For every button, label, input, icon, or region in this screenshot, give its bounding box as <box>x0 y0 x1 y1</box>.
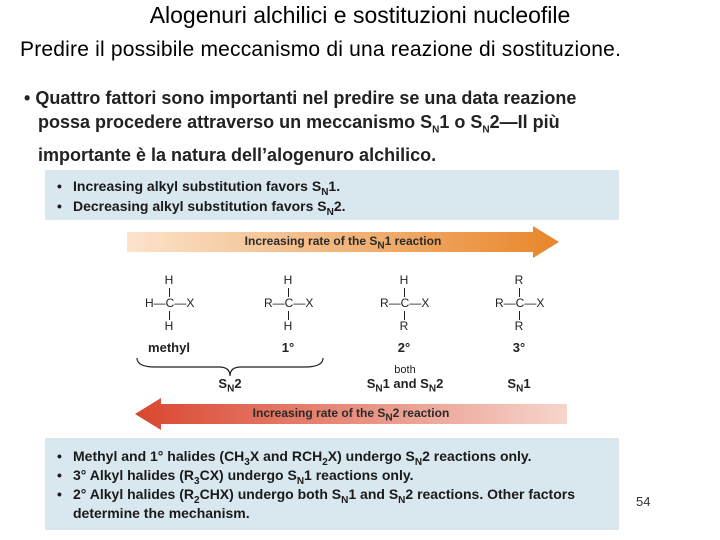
page-number: 54 <box>636 494 651 509</box>
tertiary-label: 3° <box>512 340 526 355</box>
primary-halide-structure: H R—C—X H <box>264 273 314 333</box>
sn2-mechanism-label: $S_N2$ <box>218 376 242 395</box>
bullet-line-3: importante è la natura dell’alogenuro alchilico. <box>38 144 437 165</box>
secondary-label: 2° <box>397 340 411 355</box>
both-word: both <box>394 364 416 376</box>
bullet-dot: • <box>57 198 62 214</box>
sn2-grouping-brace <box>135 356 325 378</box>
bullet-dot: • <box>57 178 62 194</box>
bottom-summary-box <box>45 438 619 530</box>
bullet-marker: • <box>24 88 31 108</box>
sn2-rate-label: Increasing rate of the $S_N2$ reaction <box>252 406 450 424</box>
secondary-halide-structure: H R—C—X R <box>380 273 430 333</box>
bullet-paragraph <box>24 86 684 167</box>
bullet-line-2: possa procedere attraverso un meccanismo $S_N1$ o $S_N2—Il$ più <box>38 112 560 136</box>
top-summary-line-1: • Increasing alkyl substitution favors $S_N1$. <box>57 178 341 198</box>
bullet-line-1: • Quattro fattori sono importanti nel predire se una data reazione <box>24 88 577 108</box>
primary-label: 1° <box>281 340 295 355</box>
bottom-summary-line-4: determine the mechanism. <box>73 505 250 521</box>
methyl-halide-structure: H H—C—X H <box>145 273 195 333</box>
methyl-label: methyl <box>148 340 190 355</box>
bottom-summary-line-1: • Methyl and 1° halides ($CH_3X$ and $RCH_2X$) undergo $S_N2$ reactions only. <box>57 448 532 468</box>
sn1-mechanism-label: $S_N1$ <box>507 376 531 395</box>
sn1-rate-label: Increasing rate of the $S_N1$ reaction <box>244 234 442 252</box>
bottom-summary-line-3: • 2° Alkyl halides $(R_2CHX)$ undergo both $S_N1$ and $S_N2$ reactions. Other factors <box>57 486 576 506</box>
slide-title: Alogenuri alchilici e sostituzioni nucleofile <box>149 2 571 28</box>
bullet-dot: • <box>57 486 62 502</box>
tertiary-halide-structure: R R—C—X R <box>495 273 545 333</box>
sn1-sn2-figure <box>45 168 619 533</box>
bottom-summary-line-2: • 3° Alkyl halides $(R_3CX)$ undergo $S_N1$ reactions only. <box>57 467 414 487</box>
bullet-dot: • <box>57 467 62 483</box>
both-mechanism-label: $S_N1$ and $S_N2$ <box>366 376 444 395</box>
bullet-dot: • <box>57 448 62 464</box>
top-summary-box <box>45 170 619 220</box>
top-summary-line-2: • Decreasing alkyl substitution favors $S_N2$. <box>57 198 346 218</box>
slide-subtitle: Predire il possibile meccanismo di una reazione di sostituzione. <box>20 38 622 61</box>
